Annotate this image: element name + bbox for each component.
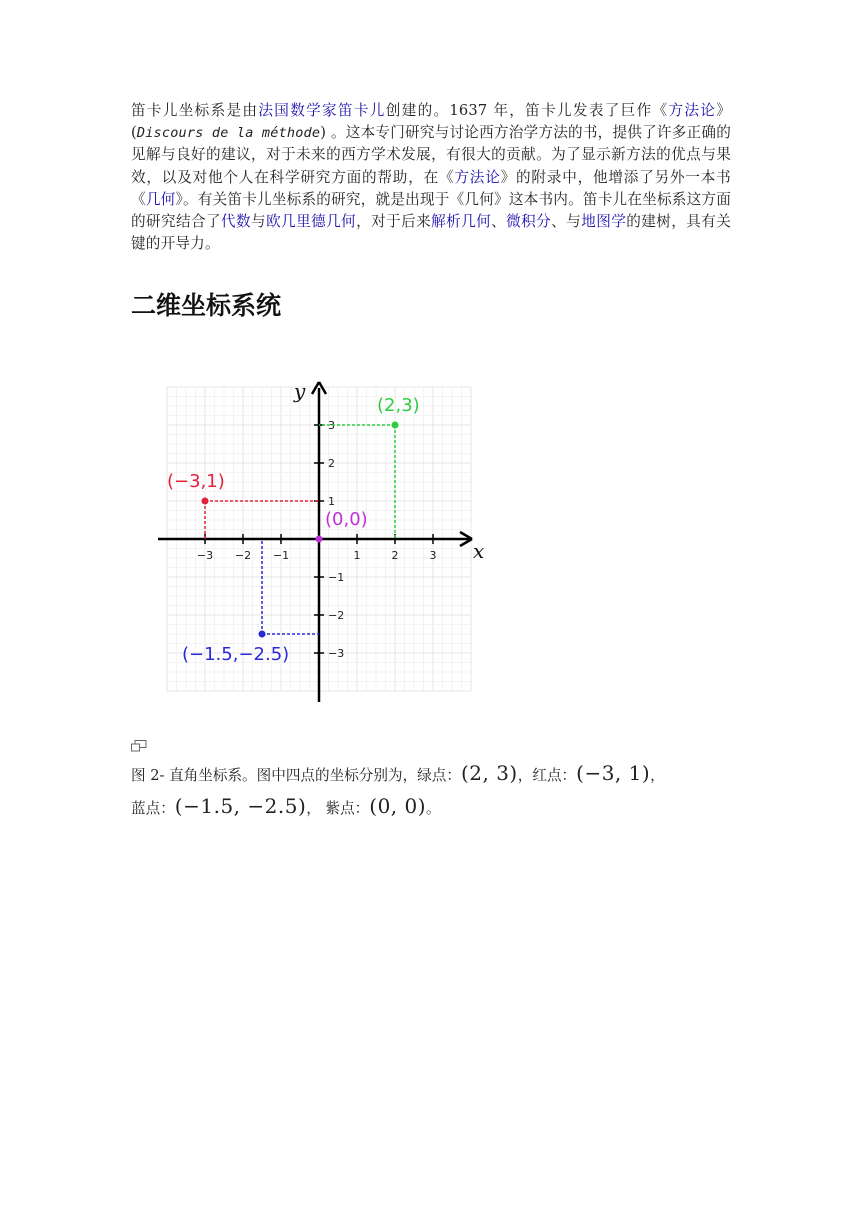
link-method[interactable]: 方法论 [668, 102, 717, 119]
figure-caption [131, 758, 731, 824]
text-run: 笛卡儿坐标系是由 [131, 102, 259, 119]
link-euclidean-geometry[interactable]: 欧几里德几何 [266, 213, 357, 231]
x-tick-label: −2 [234, 549, 252, 562]
x-axis-label: x [473, 539, 485, 563]
data-point [202, 498, 209, 505]
y-tick-label: 2 [328, 457, 335, 470]
link-geometry[interactable]: 几何 [145, 190, 176, 208]
x-tick-label: 2 [391, 549, 399, 562]
green-point-coords: (2, 3) [460, 761, 518, 785]
section-title: 二维坐标系统 [131, 291, 282, 320]
caption-text: 蓝点： [131, 800, 175, 817]
y-tick-label: 1 [328, 495, 335, 508]
link-analytic-geometry[interactable]: 解析几何 [431, 213, 492, 231]
intro-paragraph [131, 100, 731, 255]
link-calculus[interactable]: 微积分 [506, 213, 552, 231]
text-run: 》的附录中，他增添了另外一本书《 [131, 168, 731, 208]
point-label: (−1.5,−2.5) [182, 644, 290, 665]
text-run: 的建树，具有关键的开导力。 [131, 213, 732, 253]
purple-point-coords: (0, 0) [369, 794, 427, 818]
caption-text: 。 [426, 800, 441, 817]
x-tick-label: −3 [196, 549, 214, 562]
link-mathematician[interactable]: 数学家 [290, 102, 338, 119]
link-method-2[interactable]: 方法论 [454, 168, 501, 186]
point-label: (−3,1) [167, 471, 225, 492]
coordinate-plot [150, 370, 490, 710]
text-run: ) 。这本专门研究与讨论西方治学方法的书，提供了许多正确的见解与良好的建议，对于未来的西方学术发展，有很大的贡献。为了显示新方法的优点与果效，以及对他个人在科学研究方面的帮助，在《 [131, 124, 731, 186]
link-algebra[interactable]: 代数 [221, 213, 252, 231]
data-point [392, 422, 399, 429]
text-run: 、与 [551, 213, 582, 231]
text-run: 创建的。1637 年，笛卡儿发表了巨作《 [385, 102, 669, 119]
link-descartes[interactable]: 笛卡儿 [337, 102, 386, 119]
red-point-coords: (−3, 1) [576, 761, 651, 785]
caption-text: 图 2- 直角坐标系。图中四点的坐标分别为，绿点： [131, 767, 461, 784]
link-france[interactable]: 法国 [258, 102, 291, 119]
text-run: 与 [251, 213, 267, 231]
coordinate-figure[interactable] [150, 370, 490, 710]
blue-point-coords: (−1.5, −2.5) [174, 794, 307, 818]
x-tick-label: 3 [429, 549, 437, 562]
article-body [131, 100, 731, 255]
book-title-french: Discours de la méthode [136, 125, 321, 142]
caption-text: ， 紫点： [306, 800, 370, 817]
y-tick-label: 3 [328, 419, 335, 432]
text-run: 、 [491, 213, 507, 231]
data-point [259, 631, 266, 638]
text-run: 》( [131, 102, 731, 142]
y-tick-label: −1 [328, 571, 345, 584]
caption-text: ，红点： [517, 767, 577, 784]
text-run: ，对于后来 [356, 213, 432, 231]
link-cartography[interactable]: 地图学 [581, 213, 627, 231]
text-run: 》。有关笛卡儿坐标系的研究，就是出现于《几何》这本书内。笛卡儿在坐标系这方面的研究结合了 [131, 190, 731, 231]
data-point [316, 536, 323, 543]
y-tick-label: −3 [328, 647, 345, 660]
point-label: (2,3) [377, 395, 420, 416]
y-tick-label: −2 [328, 609, 345, 622]
x-tick-label: 1 [353, 549, 361, 562]
y-axis-label: y [294, 379, 306, 403]
enlarge-icon[interactable] [131, 740, 147, 752]
point-label: (0,0) [325, 509, 368, 530]
x-tick-label: −1 [272, 549, 290, 562]
caption-text: ， [650, 767, 665, 784]
